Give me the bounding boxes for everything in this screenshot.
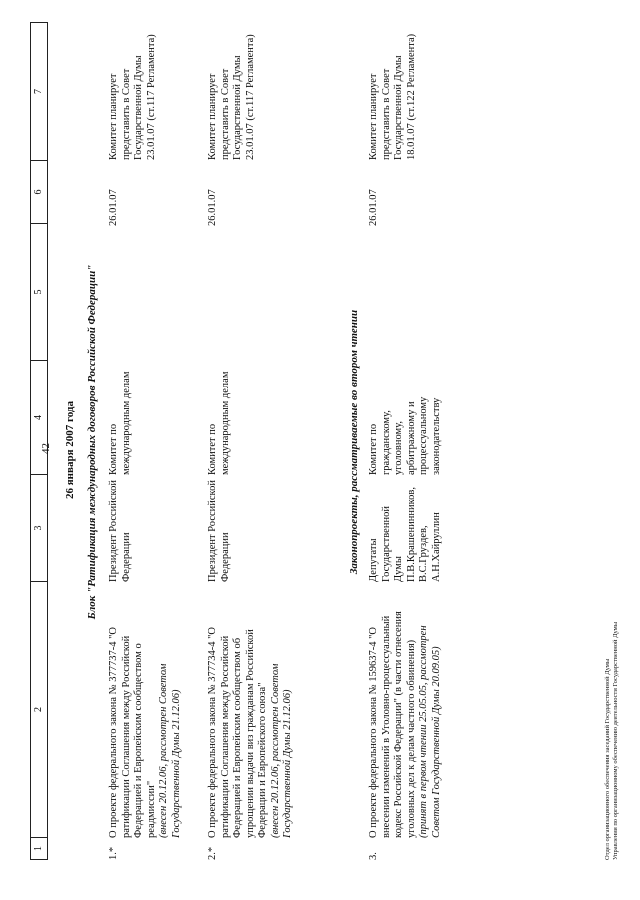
bill-title: О проекте федерального закона № 159637-4 "О внесении изменений в Уголовно-процессуальный кодекс Российской Федерации" (в части отнесения уголовных дел к делам частного обвинения) <box>368 611 417 838</box>
review-date: 26.01.07 <box>207 189 218 226</box>
bill-meta: (внесен 20.12.06, рассмотрен Советом Государственной Думы 21.12.06) <box>158 663 182 838</box>
bill-meta: (внесен 20.12.06, рассмотрен Советом Государственной Думы 21.12.06) <box>269 663 293 838</box>
committee-plan: Комитет планирует представить в Совет Государственной Думы 18.01.07 (ст.122 Регламента) <box>368 33 417 160</box>
responsible-committee: Комитет по международным делам <box>108 371 132 475</box>
review-date: 26.01.07 <box>368 189 379 226</box>
bill-meta: (принят в первом чтении 25.05.05, рассмотрен Советом Государственной Думы 20.09.05) <box>418 625 442 838</box>
responsible-committee: Комитет по гражданскому, уголовному, арбитражному и процессуальному законодательству <box>368 396 442 475</box>
bill-description <box>108 590 183 838</box>
column-header: 5 <box>31 223 47 360</box>
column-header: 3 <box>31 474 47 581</box>
section-title-ratification: Блок "Ратификация международных договоров Российской Федерации" <box>86 264 98 620</box>
row-number: 3. <box>368 852 379 860</box>
footer-line: Отдел организационного обеспечения заседаний Государственной Думы <box>604 658 611 860</box>
column-header: 7 <box>33 89 44 94</box>
responsible-committee: Комитет по международным делам <box>207 371 231 475</box>
row-number: 2.* <box>207 846 218 860</box>
footer-line: Управления по организационному обеспечению деятельности Государственной Думы <box>612 621 619 860</box>
committee-plan: Комитет планирует представить в Совет Государственной Думы 23.01.07 (ст.117 Регламента) <box>108 34 157 160</box>
bill-title: О проекте федерального закона № 377734-4 "О ратификации Соглашения между Российской Федерацией и Европейским сообществом об упрощении выдачи виз гражданам Российской Федерации и Европейского союза" <box>207 626 268 838</box>
review-date: 26.01.07 <box>108 189 119 226</box>
row-number: 1.* <box>108 846 119 860</box>
column-header: 4 <box>31 360 47 474</box>
footer <box>604 622 620 860</box>
committee-plan: Комитет планирует представить в Совет Государственной Думы 23.01.07 (ст.117 Регламента) <box>207 34 256 160</box>
column-header: 1 <box>31 837 47 859</box>
column-header: 2 <box>31 581 47 837</box>
page-number: 42 <box>40 443 52 454</box>
section-title-second-reading: Законопроекты, рассматриваемые во втором чтении <box>348 309 360 575</box>
bill-author: Президент Российской Федерации <box>207 480 231 582</box>
column-header: 6 <box>31 160 47 223</box>
bill-title: О проекте федерального закона № 377737-4 "О ратификации Соглашения между Российской Федерацией и Европейским сообществом о реадмиссии" <box>108 626 157 838</box>
bill-description <box>207 590 295 838</box>
bill-description <box>368 590 443 838</box>
bill-author: Президент Российской Федерации <box>108 480 132 582</box>
date-header: 26 января 2007 года <box>64 400 76 500</box>
bill-author: Депутаты Государственной Думы П.В.Крашенинников, В.С.Груздев, А.Н.Хайруллин <box>368 487 442 582</box>
column-header-row <box>30 22 48 860</box>
